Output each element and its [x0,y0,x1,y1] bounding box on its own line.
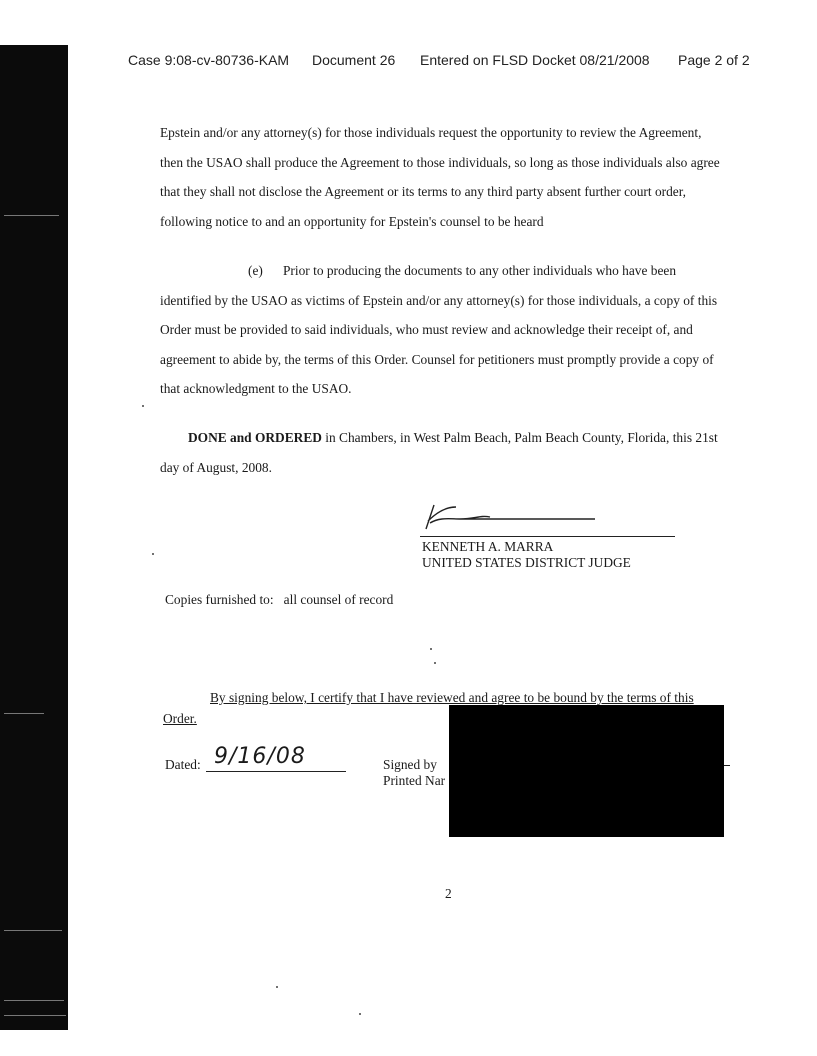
docket-entry: Entered on FLSD Docket 08/21/2008 [420,52,650,68]
redaction-box [449,705,724,837]
judge-signature [420,497,600,537]
scan-speck [359,1013,361,1015]
judge-title: UNITED STATES DISTRICT JUDGE [422,555,631,570]
judge-name: KENNETH A. MARRA [422,539,554,554]
paragraph-e [160,256,726,404]
order-statement-text: in Chambers, in West Palm Beach, Palm Beach County, Florida, this 21st day of August, 2008. [160,430,718,475]
printed-name-label: Printed Nar [383,773,446,788]
scan-speck [434,662,436,664]
case-number: Case 9:08-cv-80736-KAM [128,52,290,68]
paragraph-e-label: (e) [248,263,263,278]
order-statement [160,423,726,482]
redaction-line-stub [724,765,730,766]
dated-label: Dated: [165,757,201,772]
scan-speck [430,648,432,650]
signer-block [383,757,445,789]
signature-line [420,536,675,537]
document-number: Document 26 [312,52,396,68]
scan-speck [276,986,278,988]
certification-text: By signing below, I certify that I have reviewed and agree to be bound by the terms of this Order. [163,690,694,726]
page-number: 2 [445,886,452,901]
copies-furnished [165,592,393,608]
copies-value: all counsel of record [283,592,394,607]
page-indicator: Page 2 of 2 [678,52,750,68]
paragraph-e-text: Prior to producing the documents to any other individuals who have been identified by the USAO as victims of Epstein and/or any attorney(s) for those individuals, a copy of this Order must be provided to said individuals, who must review and acknowledge their receipt of, and agreement to abide by, the terms of this Order. Counsel for petitioners must promptly provide a copy of that acknowledgment to the USAO. [160,263,718,397]
copies-label: Copies furnished to: [165,592,274,607]
paragraph-continuation: Epstein and/or any attorney(s) for those individuals request the opportunity to review the Agreement, then the USAO shall produce the Agreement to those individuals, so long as those individuals also agree that they shall not disclose the Agreement or its terms to any third party absent further court order, following notice to and an opportunity for Epstein's counsel to be heard [160,125,720,229]
scan-speck [152,553,154,555]
scan-edge-bar [0,45,68,1030]
signed-by-label: Signed by [383,757,437,772]
scan-speck [142,405,144,407]
judge-block [422,539,631,571]
date-line [206,771,346,772]
handwritten-date: 9/16/08 [214,744,306,769]
done-and-ordered: DONE and ORDERED [188,430,322,445]
